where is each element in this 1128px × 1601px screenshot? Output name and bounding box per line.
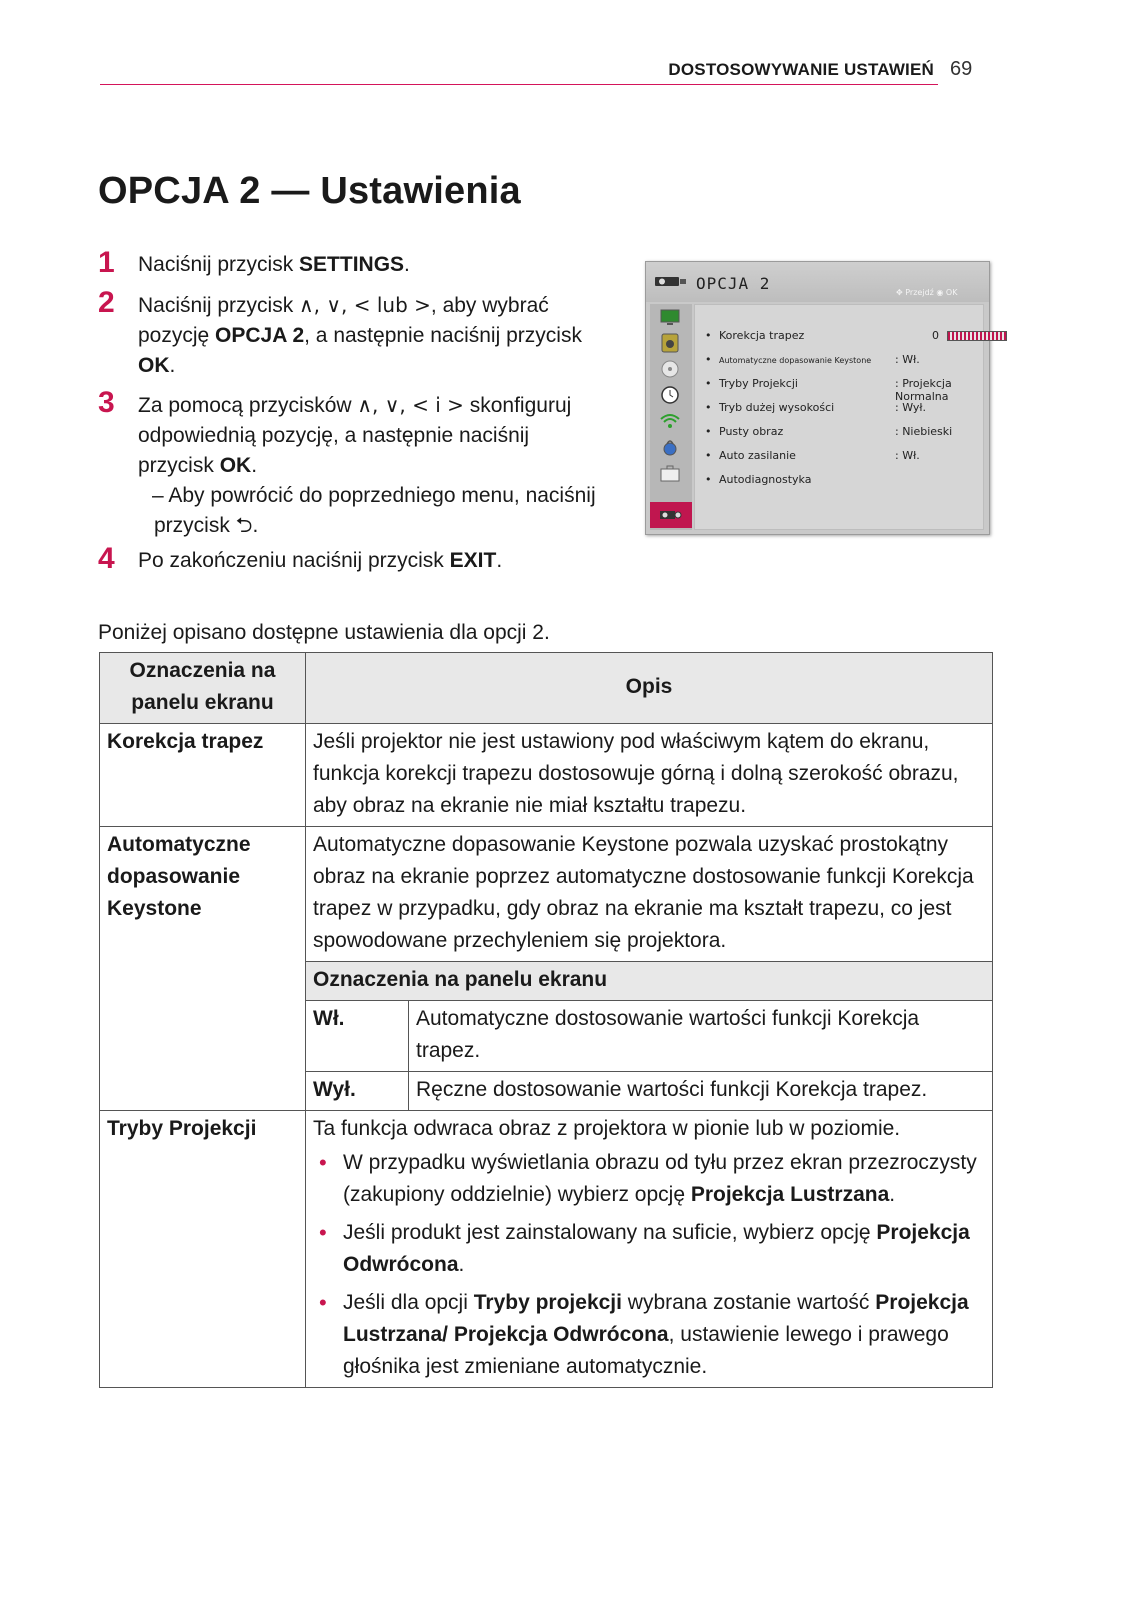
page-title: OPCJA 2 — Ustawienia xyxy=(98,170,521,212)
row-description: Automatyczne dopasowanie Keystone pozwala uzyskać prostokątny obraz na ekranie poprzez automatyczne dostosowanie funkcji Korekcja trapez w przypadku, gdy obraz na ekranie ma kształt trapezu, co jest spowodowane przechyleniem się projektora. Oznaczenia na panelu ekranu Wł. Automatyczne dostosowanie wartości funkcji Korekcja trapez. Wył. Ręczne dostosowanie wartości funkcji Korekcja trapez. xyxy=(306,827,993,1111)
briefcase-icon xyxy=(658,463,682,483)
step-number: 2 xyxy=(98,286,115,319)
arrow-keys-icon: ∧, ∨, < i > xyxy=(357,393,464,417)
row-label: Automatyczne dopasowanie Keystone xyxy=(100,827,306,1111)
keystone-slider xyxy=(947,331,1007,341)
osd-settings-panel xyxy=(694,304,984,530)
table-row xyxy=(100,1111,993,1388)
row-label: Tryby Projekcji xyxy=(100,1111,306,1388)
osd-sidebar xyxy=(650,304,692,530)
osd-item: • Pusty obraz xyxy=(705,425,784,438)
osd-item: • Automatyczne dopasowanie Keystone xyxy=(705,353,872,366)
header-divider xyxy=(100,84,938,85)
sub-row-value: Ręczne dostosowanie wartości funkcji Korekcja trapez. xyxy=(409,1072,993,1111)
arrow-keys-icon: ∧, ∨, < lub > xyxy=(299,293,431,317)
sub-table xyxy=(306,961,992,1110)
row-description: Ta funkcja odwraca obraz z projektora w pionie lub w poziomie. • W przypadku wyświetlania obrazu od tyłu przez ekran przezroczysty (zakupiony oddzielnie) wybierz opcję Projekcja Lustrzana. • Jeśli produkt jest zainstalowany na suficie, wybierz opcję Projekcja Odwrócona. • Jeśli dla opcji Tryby projekcji wybrana zostanie wartość Projekcja Lustrzana/ Projekcja Odwrócona, ustawienie lewego i prawego głośnika jest zmieniane automatycznie. xyxy=(306,1111,993,1388)
speaker-icon xyxy=(658,333,682,353)
disc-icon xyxy=(658,359,682,379)
osd-title: OPCJA 2 xyxy=(696,274,771,293)
osd-item: • Autodiagnostyka xyxy=(705,473,812,486)
step-4-text: Po zakończeniu naciśnij przycisk EXIT. xyxy=(138,549,503,572)
tv-icon xyxy=(658,307,682,327)
osd-header xyxy=(646,262,989,302)
sub-table-row xyxy=(306,1001,992,1072)
osd-item-value: 0 xyxy=(932,329,939,342)
osd-item: • Tryb dużej wysokości xyxy=(705,401,835,414)
intro-text: Poniżej opisano dostępne ustawienia dla opcji 2. xyxy=(98,621,550,644)
column-header-description: Opis xyxy=(306,653,993,724)
osd-navigation-hint: ✥ Przejdź ◉ OK xyxy=(896,288,958,297)
section-title: DOSTOSOWYWANIE USTAWIEŃ xyxy=(668,60,934,79)
table-row xyxy=(100,724,993,827)
lock-icon xyxy=(658,437,682,457)
step-number: 4 xyxy=(98,542,115,575)
step-3-text: Za pomocą przycisków ∧, ∨, < i > skonfiguruj odpowiednią pozycję, a następnie naciśnij przycisk OK. – Aby powrócić do poprzedniego menu, naciśnij przycisk ⮌. xyxy=(138,390,638,541)
osd-item-value: : Wł. xyxy=(895,353,920,366)
clock-icon xyxy=(658,385,682,405)
bullet-item: • W przypadku wyświetlania obrazu od tyłu przez ekran przezroczysty (zakupiony oddzielnie) wybierz opcję Projekcja Lustrzana. xyxy=(313,1147,985,1211)
projector-icon xyxy=(654,274,688,288)
settings-table xyxy=(99,652,993,1388)
page-number: 69 xyxy=(950,58,973,80)
row-description: Jeśli projektor nie jest ustawiony pod właściwym kątem do ekranu, funkcja korekcji trapezu dostosowuje górną i dolną szerokość obrazu, aby obraz na ekranie nie miał kształtu trapezu. xyxy=(306,724,993,827)
sub-row-key: Wł. xyxy=(306,1001,409,1072)
sub-table-row xyxy=(306,1072,992,1111)
osd-item-value: : Wył. xyxy=(895,401,927,414)
osd-item-value: : Projekcja Normalna xyxy=(895,377,952,403)
sub-row-value: Automatyczne dostosowanie wartości funkcji Korekcja trapez. xyxy=(409,1001,993,1072)
step-number: 1 xyxy=(98,246,115,279)
step-2-text: Naciśnij przycisk ∧, ∨, < lub >, aby wybrać pozycję OPCJA 2, a następnie naciśnij przycisk OK. xyxy=(138,293,582,377)
bullet-item: • Jeśli produkt jest zainstalowany na suficie, wybierz opcję Projekcja Odwrócona. xyxy=(313,1217,985,1281)
osd-item-value: : Wł. xyxy=(895,449,920,462)
step-1-text: Naciśnij przycisk SETTINGS. xyxy=(138,253,410,276)
osd-item: • Korekcja trapez xyxy=(705,329,805,342)
bullet-item: • Jeśli dla opcji Tryby projekcji wybrana zostanie wartość Projekcja Lustrzana/ Projekcja Odwrócona, ustawienie lewego i prawego głośnika jest zmieniane automatycznie. xyxy=(313,1287,985,1383)
row-label: Korekcja trapez xyxy=(100,724,306,827)
back-icon: przycisk ⮌. xyxy=(154,514,259,537)
sub-table-header: Oznaczenia na panelu ekranu xyxy=(306,962,992,1001)
osd-item: • Tryby Projekcji xyxy=(705,377,798,390)
step-number: 3 xyxy=(98,386,115,419)
wifi-icon xyxy=(658,411,682,431)
table-row xyxy=(100,827,993,1111)
table-header-row xyxy=(100,653,993,724)
projector-icon xyxy=(658,505,682,525)
osd-menu-screenshot xyxy=(645,261,990,535)
osd-item-value: : Niebieski xyxy=(895,425,953,438)
column-header-labels: Oznaczenia na panelu ekranu xyxy=(100,653,306,724)
sub-row-key: Wył. xyxy=(306,1072,409,1111)
osd-item: • Auto zasilanie xyxy=(705,449,796,462)
